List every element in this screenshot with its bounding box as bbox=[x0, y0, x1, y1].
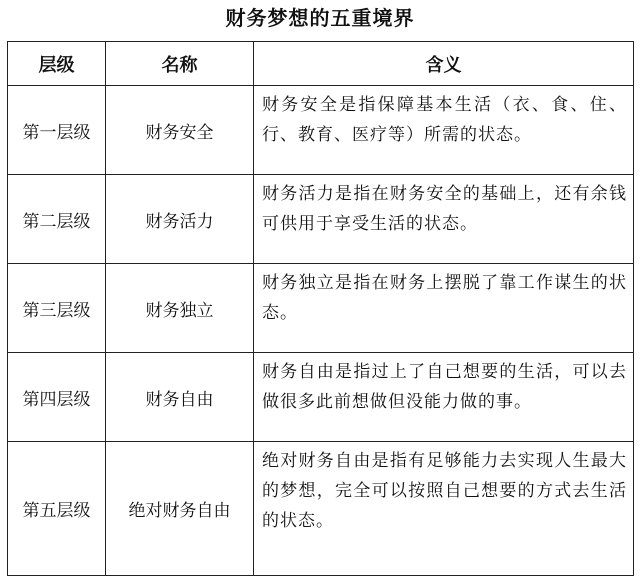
header-name: 名称 bbox=[106, 42, 254, 86]
level-cell: 第五层级 bbox=[8, 442, 106, 576]
meaning-cell: 财务安全是指保障基本生活（衣、食、住、行、教育、医疗等）所需的状态。 bbox=[254, 86, 634, 175]
meaning-cell: 财务独立是指在财务上摆脱了靠工作谋生的状态。 bbox=[254, 264, 634, 353]
name-cell: 财务独立 bbox=[106, 264, 254, 353]
levels-table bbox=[7, 41, 634, 576]
level-cell: 第一层级 bbox=[8, 86, 106, 175]
page-title: 财务梦想的五重境界 bbox=[225, 6, 415, 30]
table-header-row bbox=[8, 42, 634, 86]
table-row bbox=[8, 442, 634, 576]
header-meaning: 含义 bbox=[254, 42, 634, 86]
table-row bbox=[8, 264, 634, 353]
level-cell: 第四层级 bbox=[8, 353, 106, 442]
meaning-cell: 绝对财务自由是指有足够能力去实现人生最大的梦想，完全可以按照自己想要的方式去生活的状态。 bbox=[254, 442, 634, 576]
level-cell: 第二层级 bbox=[8, 175, 106, 264]
meaning-cell: 财务自由是指过上了自己想要的生活，可以去做很多此前想做但没能力做的事。 bbox=[254, 353, 634, 442]
header-level: 层级 bbox=[8, 42, 106, 86]
table-row bbox=[8, 86, 634, 175]
name-cell: 财务安全 bbox=[106, 86, 254, 175]
table-row bbox=[8, 353, 634, 442]
name-cell: 财务活力 bbox=[106, 175, 254, 264]
meaning-cell: 财务活力是指在财务安全的基础上，还有余钱可供用于享受生活的状态。 bbox=[254, 175, 634, 264]
table-row bbox=[8, 175, 634, 264]
name-cell: 财务自由 bbox=[106, 353, 254, 442]
name-cell: 绝对财务自由 bbox=[106, 442, 254, 576]
level-cell: 第三层级 bbox=[8, 264, 106, 353]
